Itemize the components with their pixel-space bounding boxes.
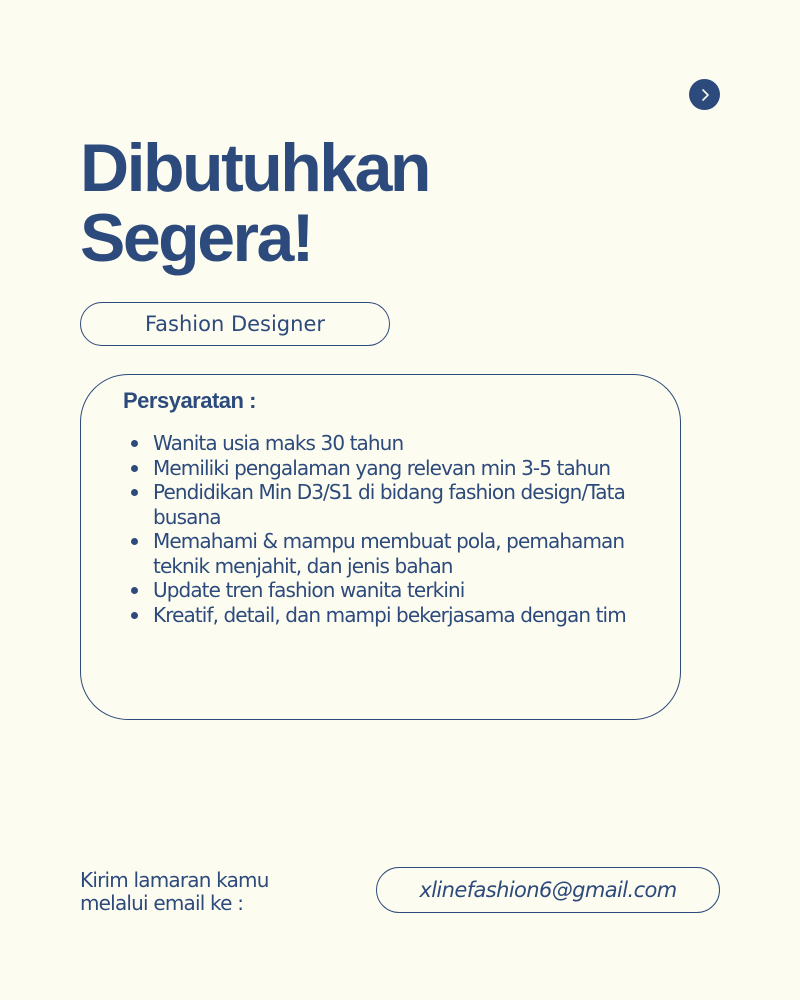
apply-instruction-line-2: melalui email ke :: [80, 891, 244, 915]
requirement-item: Kreatif, detail, dan mampi bekerjasama dengan tim: [153, 603, 683, 628]
requirement-item: Memahami & mampu membuat pola, pemahaman teknik menjahit, dan jenis bahan: [153, 529, 683, 578]
next-slide-button[interactable]: [689, 79, 720, 110]
requirements-list: [128, 431, 683, 627]
email-address-link[interactable]: [376, 867, 720, 913]
email-address: xlinefashion6@gmail.com: [419, 878, 677, 902]
chevron-right-icon: [699, 88, 711, 102]
requirement-item: Wanita usia maks 30 tahun: [153, 431, 683, 456]
requirement-item: Pendidikan Min D3/S1 di bidang fashion design/Tata busana: [153, 480, 683, 529]
headline-line-2: Segera!: [80, 200, 312, 276]
requirements-title: Persyaratan :: [123, 388, 256, 413]
apply-instruction-line-1: Kirim lamaran kamu: [80, 868, 269, 892]
position-badge: [80, 302, 390, 346]
requirements-card: [80, 374, 681, 720]
requirement-item: Memiliki pengalaman yang relevan min 3-5 tahun: [153, 456, 683, 481]
headline: [80, 130, 429, 276]
apply-instruction: [80, 869, 340, 915]
headline-line-1: Dibutuhkan: [80, 130, 429, 206]
requirement-item: Update tren fashion wanita terkini: [153, 578, 683, 603]
position-label: Fashion Designer: [145, 312, 325, 336]
